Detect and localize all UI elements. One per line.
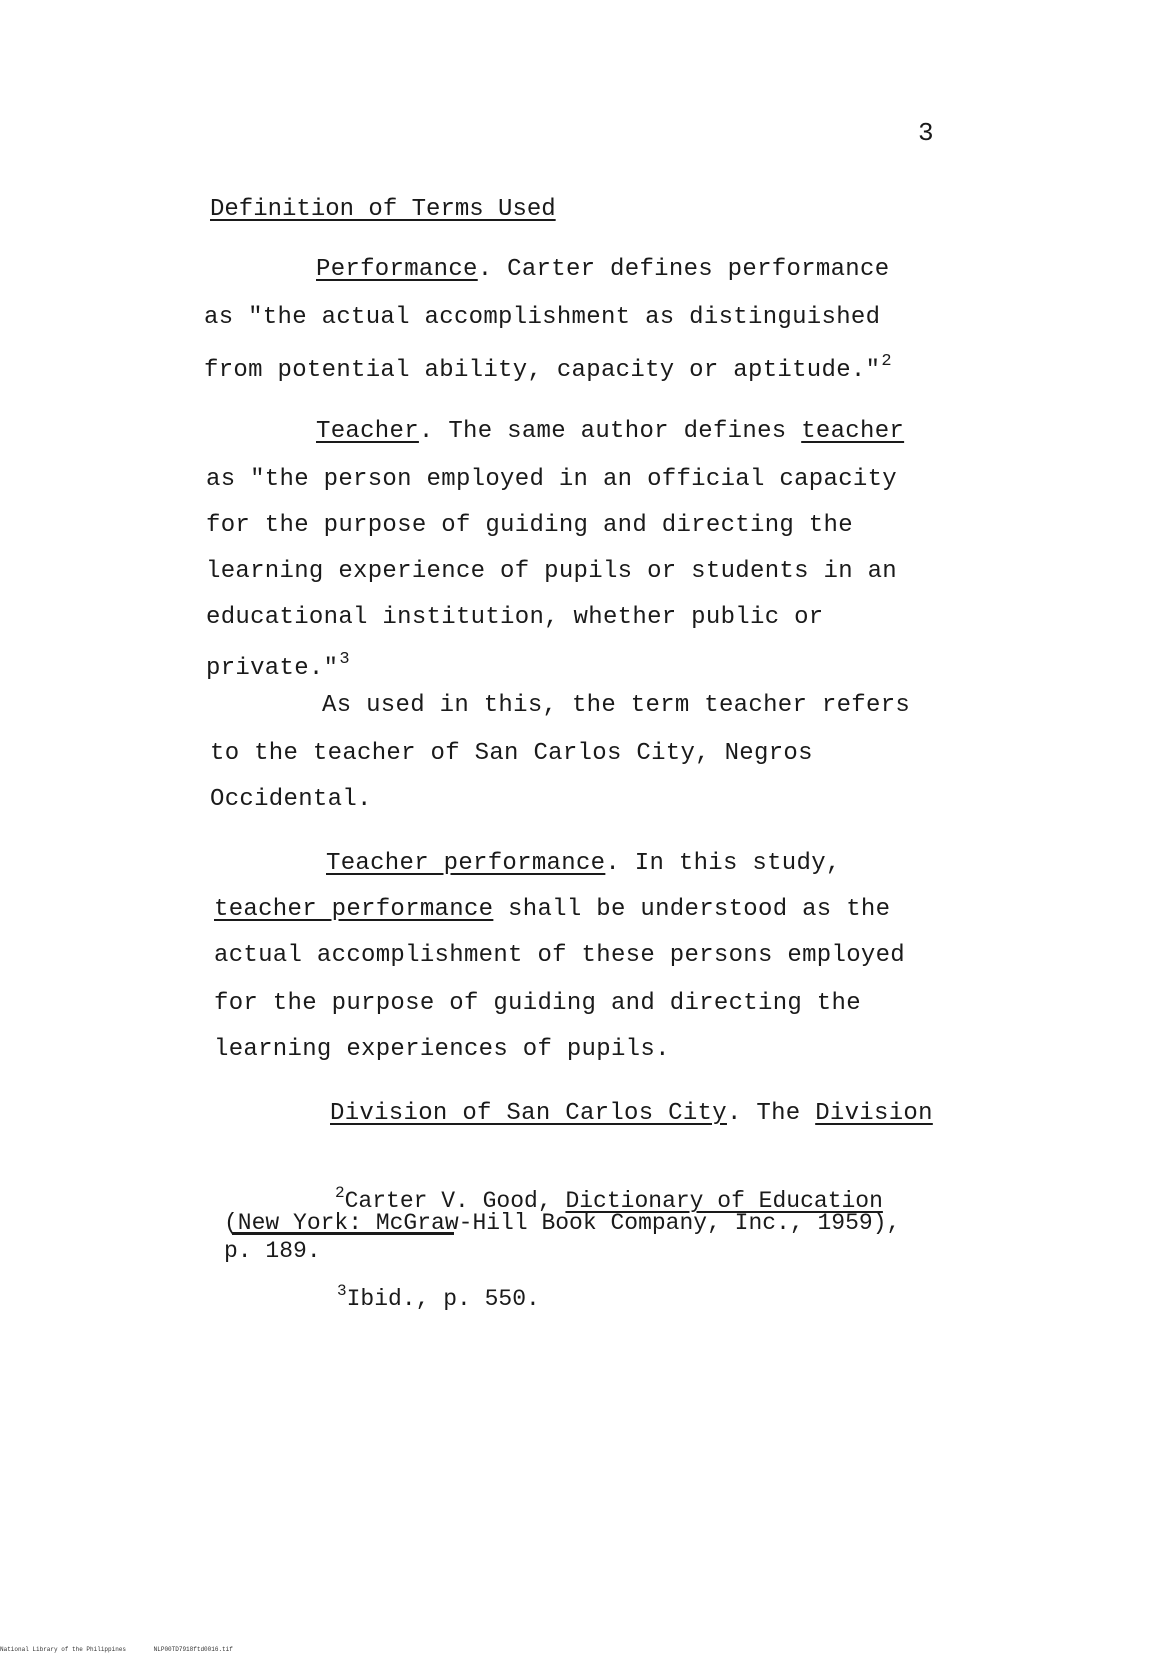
teacher-performance-paragraph-line-1: Teacher performance. In this study, <box>326 850 841 877</box>
teacher-paragraph-line-5: educational institution, whether public or <box>206 604 824 631</box>
teacher-performance-paragraph-line-2: teacher performance shall be understood as the <box>214 896 891 923</box>
footnote-3: $^3$Ibid., p. 550. <box>337 1282 540 1312</box>
teacher-paragraph-line-3: for the purpose of guiding and directing the <box>206 512 853 539</box>
page-number: 3 <box>918 118 934 148</box>
division-paragraph-line-1: Division of San Carlos City. The Division <box>330 1100 933 1127</box>
teacher-usage-line-1: As used in this, the term teacher refers <box>322 692 911 719</box>
footnote-2-line-3: p. 189. <box>224 1238 321 1264</box>
teacher-performance-paragraph-line-5: learning experiences of pupils. <box>214 1036 670 1063</box>
footnote-2-line-2: (New York: McGraw-Hill Book Company, Inc., 1959), <box>224 1210 901 1236</box>
teacher-usage-line-3: Occidental. <box>210 786 372 813</box>
teacher-paragraph-line-4: learning experience of pupils or students in an <box>206 558 898 585</box>
teacher-usage-line-2: to the teacher of San Carlos City, Negros <box>210 740 813 767</box>
performance-paragraph-line-1: Performance. Carter defines performance <box>316 256 890 283</box>
footnote-2-line-1: $^2$Carter V. Good, Dictionary of Education <box>335 1184 883 1214</box>
teacher-paragraph-line-2: as "the person employed in an official capacity <box>206 466 898 493</box>
teacher-performance-paragraph-line-3: actual accomplishment of these persons employed <box>214 942 906 969</box>
footnote-ref-3: 3 <box>339 650 350 669</box>
teacher-performance-paragraph-line-4: for the purpose of guiding and directing the <box>214 990 861 1017</box>
footer-filename: NLP00TD7918ftd0016.tif <box>153 1646 233 1653</box>
term-teacher-performance: Teacher performance <box>326 850 606 877</box>
footnote-ref-2: 2 <box>881 352 892 371</box>
footer-library: National Library of the Philippines <box>0 1646 127 1653</box>
teacher-paragraph-line-6: private."$^3$ <box>206 650 350 682</box>
scan-footer <box>0 1646 257 1653</box>
teacher-paragraph-line-1: Teacher. The same author defines teacher <box>316 418 905 445</box>
footnote-2-title: Dictionary of Education <box>565 1188 883 1214</box>
performance-paragraph-line-2: as "the actual accomplishment as distinguished <box>204 304 881 331</box>
term-division: Division of San Carlos City <box>330 1100 727 1127</box>
term-performance: Performance <box>316 256 478 283</box>
performance-paragraph-line-3: from potential ability, capacity or aptitude."$^2$ <box>204 352 892 384</box>
term-teacher: Teacher <box>316 418 419 445</box>
section-heading: Definition of Terms Used <box>210 196 556 223</box>
